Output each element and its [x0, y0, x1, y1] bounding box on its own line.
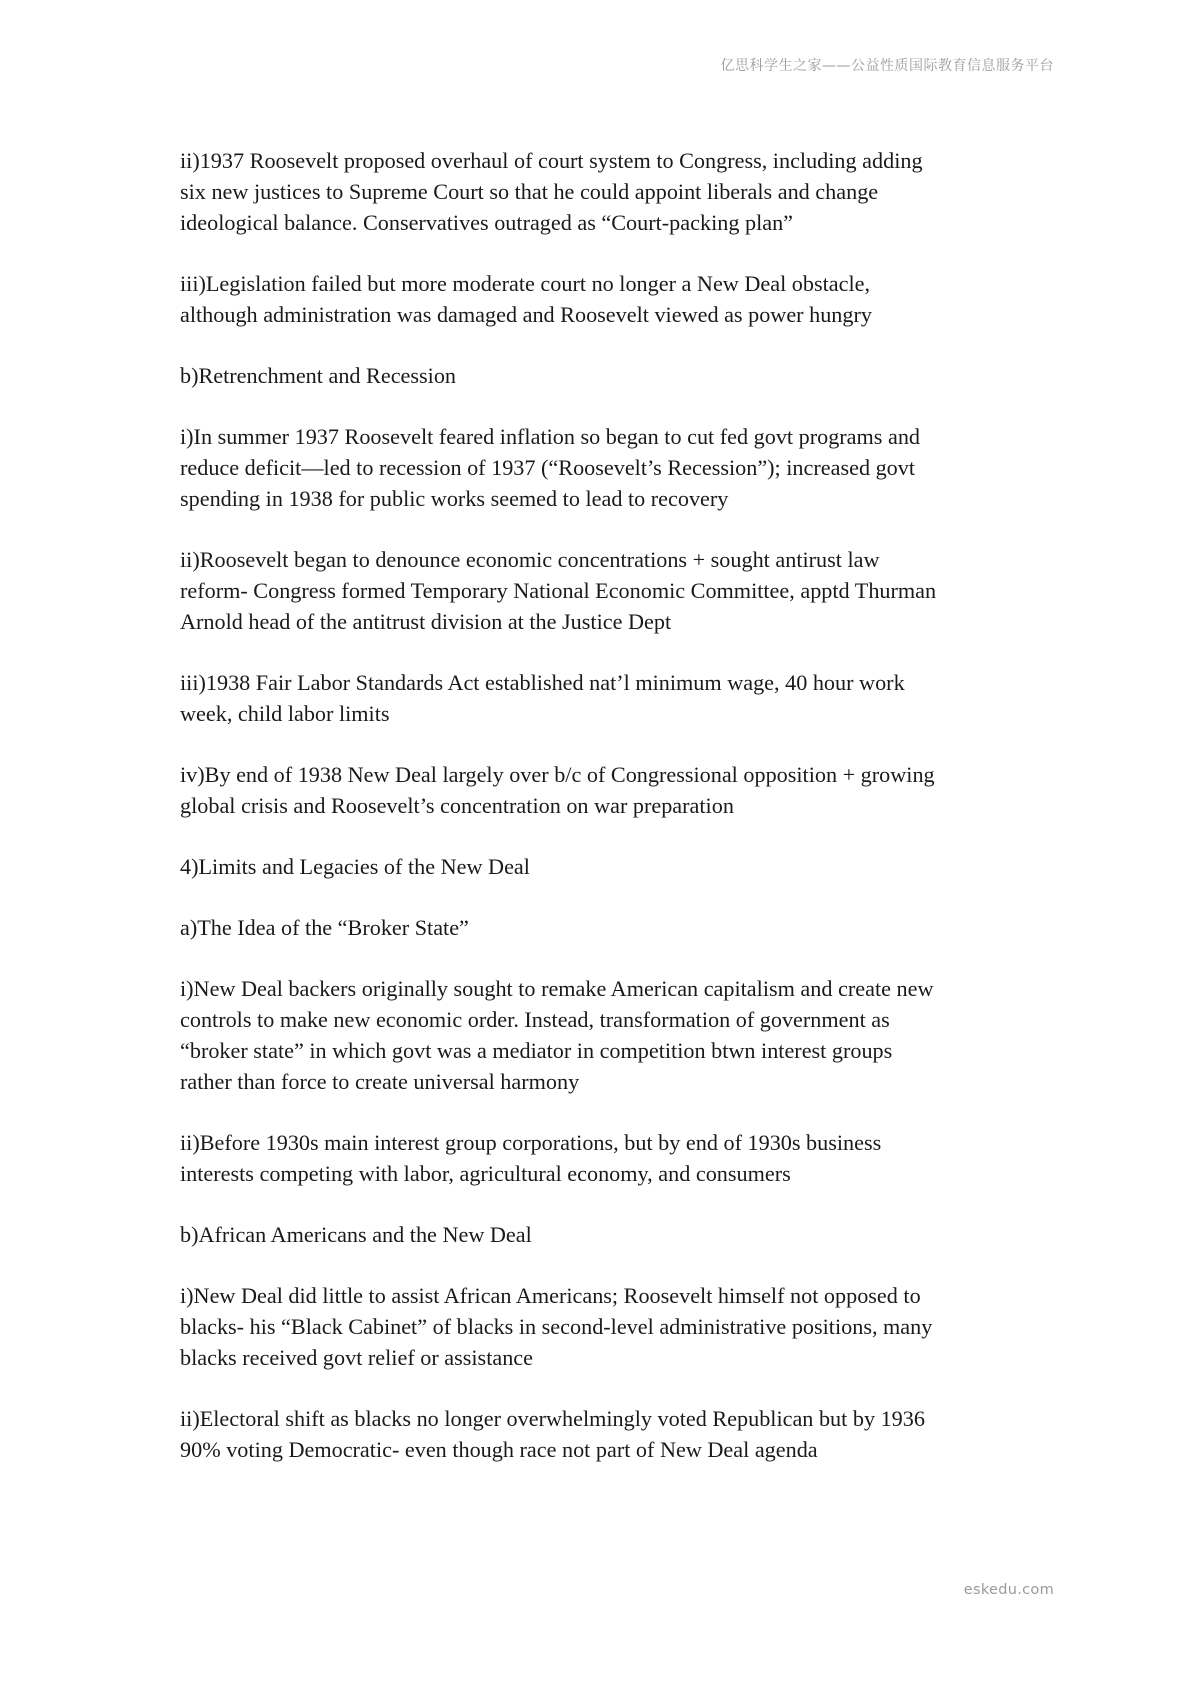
paragraph: iii)1938 Fair Labor Standards Act established nat’l minimum wage, 40 hour work week, child labor limits	[180, 670, 905, 726]
section-heading: b)Retrenchment and Recession	[180, 363, 457, 388]
section-heading: b)African Americans and the New Deal	[180, 1222, 532, 1247]
section-heading: a)The Idea of the “Broker State”	[180, 915, 469, 940]
paragraph: iii)Legislation failed but more moderate court no longer a New Deal obstacle, although administration was damaged and Roosevelt viewed as power hungry	[180, 271, 872, 327]
paragraph: iv)By end of 1938 New Deal largely over b/c of Congressional opposition + growing global crisis and Roosevelt’s concentration on war preparation	[180, 762, 935, 818]
paragraph: ii)Electoral shift as blacks no longer overwhelmingly voted Republican but by 1936 90% voting Democratic- even though race not part of New Deal agenda	[180, 1406, 925, 1462]
paragraph: i)New Deal did little to assist African Americans; Roosevelt himself not opposed to blacks- his “Black Cabinet” of blacks in second-level administrative positions, many blacks received govt relief or assistance	[180, 1283, 933, 1370]
paragraph: i)New Deal backers originally sought to remake American capitalism and create new controls to make new economic order. Instead, transformation of government as “broker state” in which govt was a mediator in competition btwn interest groups rather than force to create universal harmony	[180, 976, 934, 1094]
paragraph: ii)Roosevelt began to denounce economic concentrations + sought antirust law reform- Congress formed Temporary National Economic Committee, apptd Thurman Arnold head of the antitrust division at the Justice Dept	[180, 547, 937, 634]
page-header: 亿思科学生之家——公益性质国际教育信息服务平台	[720, 58, 1054, 74]
paragraph: ii)Before 1930s main interest group corporations, but by end of 1930s business interests competing with labor, agricultural economy, and consumers	[180, 1130, 882, 1186]
paragraph: i)In summer 1937 Roosevelt feared inflation so began to cut fed govt programs and reduce deficit—led to recession of 1937 (“Roosevelt’s Recession”); increased govt spending in 1938 for public works seemed to lead to recovery	[180, 424, 921, 511]
page-footer: eskedu.com	[963, 1582, 1054, 1598]
section-heading: 4)Limits and Legacies of the New Deal	[180, 854, 530, 879]
paragraph: ii)1937 Roosevelt proposed overhaul of court system to Congress, including adding six new justices to Supreme Court so that he could appoint liberals and change ideological balance. Conservatives outraged as “Court-packing plan”	[180, 148, 923, 235]
document-body	[180, 145, 1040, 1495]
